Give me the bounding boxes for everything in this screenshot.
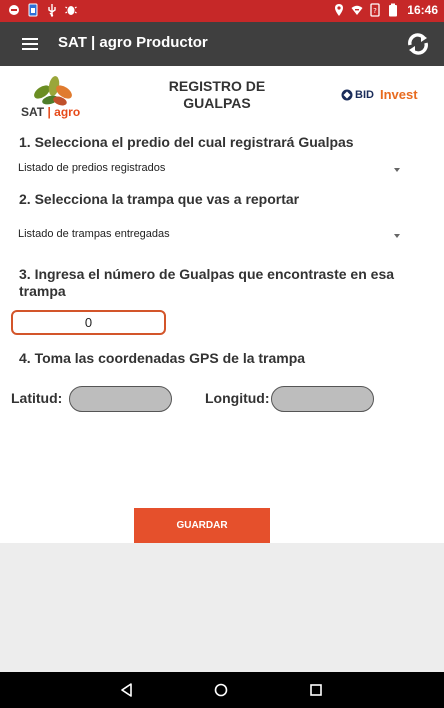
usb-icon — [46, 3, 58, 17]
hamburger-icon — [22, 38, 38, 40]
gualpas-count-input[interactable] — [11, 310, 166, 335]
trampa-select-value: Listado de trampas entregadas — [18, 228, 170, 240]
sat-agro-logo-text: SAT | agro — [21, 105, 81, 119]
trampa-select[interactable] — [16, 225, 408, 247]
step1-title: 1. Selecciona el predio del cual registrará Gualpas — [19, 134, 354, 150]
predio-select[interactable] — [16, 159, 408, 181]
recents-icon[interactable] — [307, 681, 325, 699]
bid-invest-logo: BID Invest — [341, 87, 418, 102]
latitude-label: Latitud: — [11, 390, 63, 406]
location-icon — [333, 3, 345, 17]
step3-title: 3. Ingresa el número de Gualpas que encontraste en esa trampa — [19, 266, 395, 299]
app-bar — [0, 22, 444, 66]
page-title: REGISTRO DE GUALPAS — [168, 78, 266, 111]
battery-icon — [387, 3, 399, 17]
home-icon[interactable] — [212, 681, 230, 699]
wifi-icon — [351, 3, 363, 17]
status-bar — [0, 0, 444, 22]
bug-icon — [65, 3, 77, 17]
status-time: 16:46 — [407, 3, 438, 17]
no-sim-icon — [369, 3, 381, 17]
bid-logo-icon — [341, 89, 353, 101]
menu-button[interactable] — [20, 35, 40, 53]
latitude-field[interactable] — [69, 386, 172, 412]
registro-form — [0, 66, 444, 543]
app-title: SAT | agro Productor — [58, 34, 208, 51]
longitude-label: Longitud: — [205, 390, 270, 406]
dropdown-arrow-icon — [394, 234, 400, 238]
status-right-icons — [333, 3, 438, 17]
back-icon[interactable] — [118, 681, 136, 699]
notification-icon — [8, 3, 20, 17]
navigation-bar — [0, 672, 444, 708]
svg-text:?: ? — [373, 7, 378, 15]
dropdown-arrow-icon — [394, 168, 400, 172]
step4-title: 4. Toma las coordenadas GPS de la trampa — [19, 350, 306, 366]
sync-icon[interactable] — [404, 30, 432, 58]
longitude-field[interactable] — [271, 386, 374, 412]
sim-icon — [27, 3, 39, 17]
save-button[interactable]: GUARDAR — [134, 508, 270, 543]
status-left-icons — [8, 3, 77, 17]
predio-select-value: Listado de predios registrados — [18, 162, 166, 174]
step2-title: 2. Selecciona la trampa que vas a reportar — [19, 191, 300, 207]
